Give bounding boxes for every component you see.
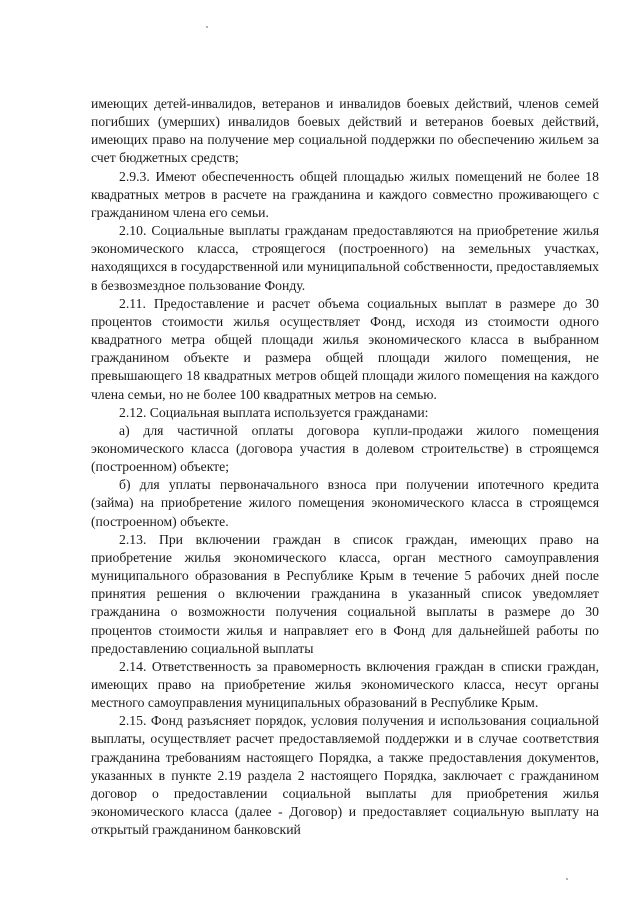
- paragraph-2-12-a: а) для частичной оплаты договора купли-продажи жилого помещения экономического класса (договора участия в долевом строительстве) в строящемся (построенном) объекте;: [91, 422, 599, 475]
- scan-dot-top: [206, 26, 208, 28]
- document-page: [91, 95, 599, 839]
- paragraph-intro-continuation: имеющих детей-инвалидов, ветеранов и инвалидов боевых действий, членов семей погибших (умерших) инвалидов боевых действий и ветеранов боевых действий, имеющих право на получение мер социальной поддержки по обеспечению жильем за счет бюджетных средств;: [91, 96, 599, 166]
- paragraph-2-10: 2.10. Социальные выплаты гражданам предоставляются на приобретение жилья экономического класса, строящегося (построенного) на земельных участках, находящихся в государственной или муниципальной собственности, предоставляемых в безвозмездное пользование Фонду.: [91, 223, 599, 293]
- paragraph-2-15: 2.15. Фонд разъясняет порядок, условия получения и использования социальной выплаты, осуществляет расчет предоставляемой поддержки и в случае соответствия гражданина требованиям настоящего Порядка, а также предоставления документов, указанных в пункте 2.19 раздела 2 настоящего Порядка, заключает с гражданином договор о предоставлении социальной выплаты для приобретения жилья экономического класса (далее - Договор) и предоставляет социальную выплату на открытый гражданином банковский: [91, 713, 599, 838]
- paragraph-2-13: 2.13. При включении граждан в список граждан, имеющих право на приобретение жилья экономического класса, орган местного самоуправления муниципального образования в Республике Крым в течение 5 рабочих дней после принятия решения о включении гражданина в указанный список уведомляет гражданина о возможности получения социальной выплаты в размере до 30 процентов стоимости жилья и направляет его в Фонд для дальнейшей работы по предоставлению социальной выплаты: [91, 531, 599, 656]
- scan-dot-bottom: [566, 878, 568, 880]
- paragraph-2-14: 2.14. Ответственность за правомерность включения граждан в списки граждан, имеющих право на приобретение жилья экономического класса, несут органы местного самоуправления муниципальных образований в Республике Крым.: [91, 658, 599, 711]
- paragraph-2-9-3: 2.9.3. Имеют обеспеченность общей площадью жилых помещений не более 18 квадратных метров в расчете на гражданина и каждого совместно проживающего с гражданином члена его семьи.: [91, 168, 599, 220]
- paragraph-2-12-b: б) для уплаты первоначального взноса при получении ипотечного кредита (займа) на приобретение жилого помещения экономического класса в строящемся (построенном) объекте.: [91, 477, 599, 529]
- paragraph-2-12: 2.12. Социальная выплата используется гражданами:: [119, 404, 429, 420]
- paragraph-2-11: 2.11. Предоставление и расчет объема социальных выплат в размере до 30 процентов стоимости жилья осуществляет Фонд, исходя из стоимости одного квадратного метра общей площади жилья экономического класса в выбранном гражданином объекте и размера общей площади жилого помещения, не превышающего 18 квадратных метров общей площади жилого помещения на каждого члена семьи, но не более 100 квадратных метров на семью.: [91, 295, 599, 402]
